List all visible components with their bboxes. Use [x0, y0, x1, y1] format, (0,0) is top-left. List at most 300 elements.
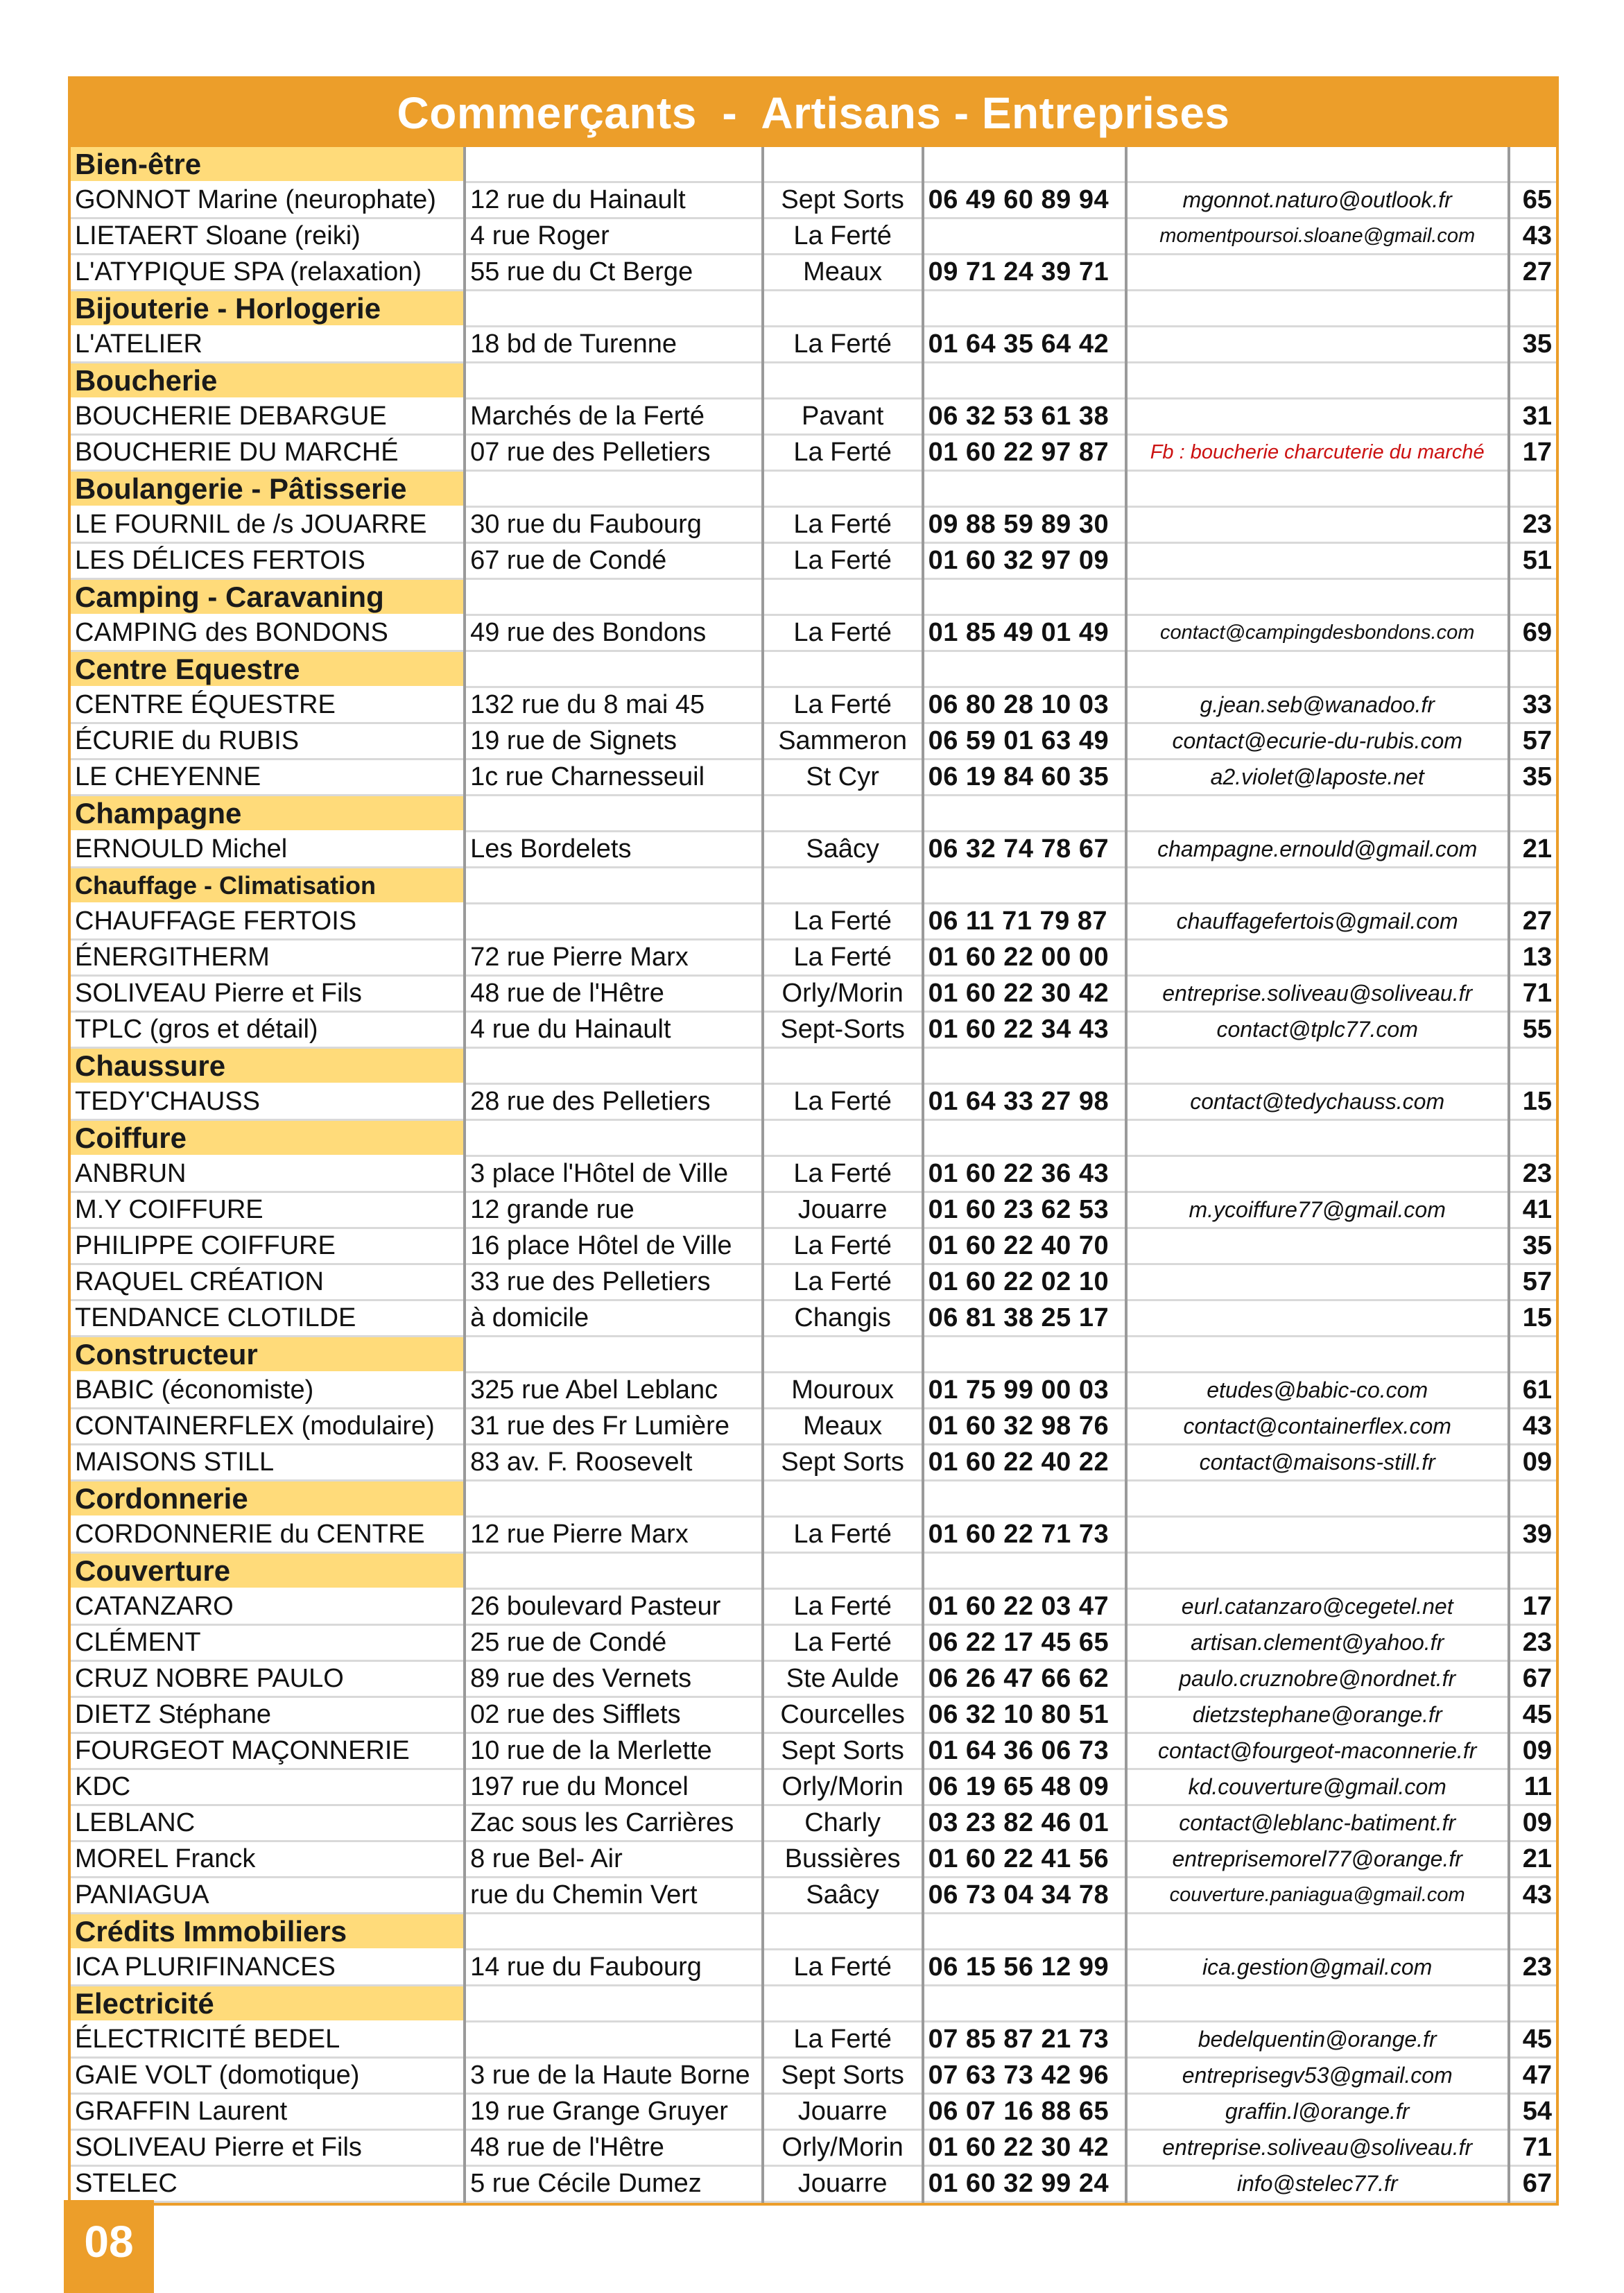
category-label: Cordonnerie: [71, 1481, 465, 1517]
empty-cell: [923, 1481, 1126, 1517]
email[interactable]: eurl.catanzaro@cegetel.net: [1126, 1589, 1509, 1625]
table-row: [71, 2058, 1556, 2094]
business-name: ÉCURIE du RUBIS: [71, 723, 465, 759]
empty-cell: [763, 579, 923, 615]
page-ref: 41: [1509, 1192, 1556, 1228]
address: 89 rue des Vernets: [465, 1661, 763, 1697]
city: Charly: [763, 1805, 923, 1841]
email[interactable]: chauffagefertois@gmail.com: [1126, 904, 1509, 940]
empty-cell: [465, 651, 763, 687]
phone: 01 64 35 64 42: [923, 327, 1126, 363]
empty-cell: [1509, 1553, 1556, 1589]
empty-cell: [465, 1337, 763, 1373]
business-name: TPLC (gros et détail): [71, 1012, 465, 1048]
empty-cell: [763, 1553, 923, 1589]
empty-cell: [1509, 1048, 1556, 1084]
city: La Ferté: [763, 435, 923, 471]
address: [465, 904, 763, 940]
business-name: MOREL Franck: [71, 1841, 465, 1878]
empty-cell: [1126, 651, 1509, 687]
table-row: [71, 1805, 1556, 1841]
business-name: SOLIVEAU Pierre et Fils: [71, 2130, 465, 2166]
business-name: RAQUEL CRÉATION: [71, 1264, 465, 1300]
empty-cell: [763, 291, 923, 327]
business-name: KDC: [71, 1769, 465, 1805]
empty-cell: [465, 1481, 763, 1517]
email: [1126, 507, 1509, 543]
table-row: [71, 435, 1556, 471]
table-row: [71, 1264, 1556, 1300]
table-row: [71, 1517, 1556, 1553]
table-row: [71, 687, 1556, 723]
page-ref: 71: [1509, 976, 1556, 1012]
email: [1126, 399, 1509, 435]
empty-cell: [923, 1914, 1126, 1950]
table-row: [71, 1589, 1556, 1625]
empty-cell: [1509, 363, 1556, 399]
email[interactable]: champagne.ernould@gmail.com: [1126, 832, 1509, 868]
address: rue du Chemin Vert: [465, 1878, 763, 1914]
page-ref: 67: [1509, 2166, 1556, 2202]
phone: 06 81 38 25 17: [923, 1300, 1126, 1337]
empty-cell: [1509, 471, 1556, 507]
page-ref: 09: [1509, 1733, 1556, 1769]
address: 18 bd de Turenne: [465, 327, 763, 363]
page-ref: 15: [1509, 1084, 1556, 1120]
city: Sept Sorts: [763, 2058, 923, 2094]
email[interactable]: contact@maisons-still.fr: [1126, 1445, 1509, 1481]
business-name: TEDY'CHAUSS: [71, 1084, 465, 1120]
table-row: [71, 1697, 1556, 1733]
empty-cell: [465, 1048, 763, 1084]
empty-cell: [1509, 1120, 1556, 1156]
page-ref: 15: [1509, 1300, 1556, 1337]
email: [1126, 1300, 1509, 1337]
city: La Ferté: [763, 543, 923, 579]
phone: 01 60 22 40 70: [923, 1228, 1126, 1264]
empty-cell: [923, 1986, 1126, 2022]
table-row: [71, 1156, 1556, 1192]
address: 12 grande rue: [465, 1192, 763, 1228]
email[interactable]: m.ycoiffure77@gmail.com: [1126, 1192, 1509, 1228]
phone: 06 32 53 61 38: [923, 399, 1126, 435]
email[interactable]: entreprise.soliveau@soliveau.fr: [1126, 2130, 1509, 2166]
address: 1c rue Charnesseuil: [465, 759, 763, 796]
business-name: MAISONS STILL: [71, 1445, 465, 1481]
email[interactable]: contact@tplc77.com: [1126, 1012, 1509, 1048]
table-row: [71, 1661, 1556, 1697]
phone: 01 60 22 40 22: [923, 1445, 1126, 1481]
page-ref: 21: [1509, 832, 1556, 868]
city: Mouroux: [763, 1373, 923, 1409]
phone: [923, 218, 1126, 255]
city: Meaux: [763, 1409, 923, 1445]
email[interactable]: kd.couverture@gmail.com: [1126, 1769, 1509, 1805]
category-label: Champagne: [71, 796, 465, 832]
city: Orly/Morin: [763, 976, 923, 1012]
directory-sheet: [68, 76, 1559, 2206]
table-row: [71, 2166, 1556, 2202]
business-name: M.Y COIFFURE: [71, 1192, 465, 1228]
business-name: CLÉMENT: [71, 1625, 465, 1661]
empty-cell: [1126, 291, 1509, 327]
city: La Ferté: [763, 218, 923, 255]
empty-cell: [923, 868, 1126, 904]
page-ref: 65: [1509, 182, 1556, 218]
table-row: [71, 2094, 1556, 2130]
page-ref: 43: [1509, 1409, 1556, 1445]
email[interactable]: couverture.paniagua@gmail.com: [1126, 1878, 1509, 1914]
category-row: [71, 1914, 1556, 1950]
page-ref: 39: [1509, 1517, 1556, 1553]
city: La Ferté: [763, 1950, 923, 1986]
email[interactable]: contact@containerflex.com: [1126, 1409, 1509, 1445]
business-name: ERNOULD Michel: [71, 832, 465, 868]
category-row: [71, 1337, 1556, 1373]
business-name: GRAFFIN Laurent: [71, 2094, 465, 2130]
address: 325 rue Abel Leblanc: [465, 1373, 763, 1409]
phone: 06 19 65 48 09: [923, 1769, 1126, 1805]
empty-cell: [465, 291, 763, 327]
empty-cell: [763, 1986, 923, 2022]
email: Fb : boucherie charcuterie du marché: [1126, 435, 1509, 471]
phone: 06 15 56 12 99: [923, 1950, 1126, 1986]
empty-cell: [923, 796, 1126, 832]
phone: 06 22 17 45 65: [923, 1625, 1126, 1661]
city: La Ferté: [763, 904, 923, 940]
address: Marchés de la Ferté: [465, 399, 763, 435]
address: 197 rue du Moncel: [465, 1769, 763, 1805]
address: 19 rue Grange Gruyer: [465, 2094, 763, 2130]
empty-cell: [1126, 1553, 1509, 1589]
phone: 01 60 32 97 09: [923, 543, 1126, 579]
address: 12 rue Pierre Marx: [465, 1517, 763, 1553]
table-row: [71, 255, 1556, 291]
table-row: [71, 507, 1556, 543]
empty-cell: [465, 796, 763, 832]
page-title: Commerçants - Artisans - Entreprises: [71, 79, 1556, 147]
email[interactable]: entreprisegv53@gmail.com: [1126, 2058, 1509, 2094]
empty-cell: [1509, 579, 1556, 615]
email[interactable]: contact@tedychauss.com: [1126, 1084, 1509, 1120]
address: Les Bordelets: [465, 832, 763, 868]
empty-cell: [763, 651, 923, 687]
table-row: [71, 904, 1556, 940]
empty-cell: [1126, 1481, 1509, 1517]
page-ref: 23: [1509, 1950, 1556, 1986]
empty-cell: [1509, 1481, 1556, 1517]
address: 25 rue de Condé: [465, 1625, 763, 1661]
page-ref: 69: [1509, 615, 1556, 651]
table-row: [71, 543, 1556, 579]
phone: 06 26 47 66 62: [923, 1661, 1126, 1697]
category-label: Chauffage - Climatisation: [71, 868, 465, 904]
category-label: Camping - Caravaning: [71, 579, 465, 615]
page-ref: 09: [1509, 1805, 1556, 1841]
category-row: [71, 868, 1556, 904]
email[interactable]: momentpoursoi.sloane@gmail.com: [1126, 218, 1509, 255]
email[interactable]: contact@ecurie-du-rubis.com: [1126, 723, 1509, 759]
category-label: Couverture: [71, 1553, 465, 1589]
empty-cell: [763, 1914, 923, 1950]
city: Sept Sorts: [763, 1445, 923, 1481]
phone: 01 60 22 00 00: [923, 940, 1126, 976]
empty-cell: [1126, 1914, 1509, 1950]
address: 26 boulevard Pasteur: [465, 1589, 763, 1625]
email[interactable]: entreprisemorel77@orange.fr: [1126, 1841, 1509, 1878]
phone: 01 60 22 41 56: [923, 1841, 1126, 1878]
address: 132 rue du 8 mai 45: [465, 687, 763, 723]
empty-cell: [1509, 796, 1556, 832]
page-ref: 21: [1509, 1841, 1556, 1878]
email[interactable]: mgonnot.naturo@outlook.fr: [1126, 182, 1509, 218]
empty-cell: [1509, 651, 1556, 687]
business-name: LES DÉLICES FERTOIS: [71, 543, 465, 579]
email: [1126, 1156, 1509, 1192]
category-label: Coiffure: [71, 1120, 465, 1156]
phone: 06 73 04 34 78: [923, 1878, 1126, 1914]
address: 12 rue du Hainault: [465, 182, 763, 218]
table-row: [71, 1373, 1556, 1409]
address: 4 rue du Hainault: [465, 1012, 763, 1048]
business-name: GONNOT Marine (neurophate): [71, 182, 465, 218]
address: 83 av. F. Roosevelt: [465, 1445, 763, 1481]
empty-cell: [465, 868, 763, 904]
category-row: [71, 1048, 1556, 1084]
email[interactable]: dietzstephane@orange.fr: [1126, 1697, 1509, 1733]
page-ref: 09: [1509, 1445, 1556, 1481]
city: Changis: [763, 1300, 923, 1337]
page-ref: 35: [1509, 327, 1556, 363]
phone: 09 88 59 89 30: [923, 507, 1126, 543]
address: 3 rue de la Haute Borne: [465, 2058, 763, 2094]
empty-cell: [763, 1048, 923, 1084]
phone: 01 60 22 30 42: [923, 2130, 1126, 2166]
address: 30 rue du Faubourg: [465, 507, 763, 543]
business-name: CATANZARO: [71, 1589, 465, 1625]
email[interactable]: entreprise.soliveau@soliveau.fr: [1126, 976, 1509, 1012]
empty-cell: [1509, 291, 1556, 327]
empty-cell: [465, 1120, 763, 1156]
city: La Ferté: [763, 1517, 923, 1553]
category-label: Electricité: [71, 1986, 465, 2022]
city: La Ferté: [763, 1625, 923, 1661]
table-row: [71, 399, 1556, 435]
city: La Ferté: [763, 1084, 923, 1120]
empty-cell: [923, 579, 1126, 615]
email[interactable]: a2.violet@laposte.net: [1126, 759, 1509, 796]
phone: 01 60 22 03 47: [923, 1589, 1126, 1625]
phone: 01 60 32 98 76: [923, 1409, 1126, 1445]
address: 49 rue des Bondons: [465, 615, 763, 651]
phone: 01 60 22 71 73: [923, 1517, 1126, 1553]
email[interactable]: contact@campingdesbondons.com: [1126, 615, 1509, 651]
page-ref: 57: [1509, 723, 1556, 759]
empty-cell: [923, 1120, 1126, 1156]
empty-cell: [923, 651, 1126, 687]
empty-cell: [1126, 796, 1509, 832]
business-name: CHAUFFAGE FERTOIS: [71, 904, 465, 940]
email: [1126, 1228, 1509, 1264]
table-row: [71, 940, 1556, 976]
page-ref: 35: [1509, 759, 1556, 796]
category-label: Chaussure: [71, 1048, 465, 1084]
page-ref: 35: [1509, 1228, 1556, 1264]
email[interactable]: bedelquentin@orange.fr: [1126, 2022, 1509, 2058]
category-label: Crédits Immobiliers: [71, 1914, 465, 1950]
business-name: ÉNERGITHERM: [71, 940, 465, 976]
address: 07 rue des Pelletiers: [465, 435, 763, 471]
empty-cell: [1126, 868, 1509, 904]
email[interactable]: paulo.cruznobre@nordnet.fr: [1126, 1661, 1509, 1697]
page-ref: 61: [1509, 1373, 1556, 1409]
address: 10 rue de la Merlette: [465, 1733, 763, 1769]
category-label: Bien-être: [71, 147, 465, 182]
table-row: [71, 615, 1556, 651]
address: 8 rue Bel- Air: [465, 1841, 763, 1878]
city: Sept-Sorts: [763, 1012, 923, 1048]
phone: 06 80 28 10 03: [923, 687, 1126, 723]
category-row: [71, 363, 1556, 399]
directory-table: [71, 147, 1556, 2203]
empty-cell: [1126, 363, 1509, 399]
table-row: [71, 1012, 1556, 1048]
email[interactable]: graffin.l@orange.fr: [1126, 2094, 1509, 2130]
table-row: [71, 723, 1556, 759]
empty-cell: [1509, 147, 1556, 182]
directory-body: [71, 147, 1556, 2202]
empty-cell: [923, 471, 1126, 507]
category-label: Boucherie: [71, 363, 465, 399]
address: 14 rue du Faubourg: [465, 1950, 763, 1986]
business-name: ICA PLURIFINANCES: [71, 1950, 465, 1986]
email[interactable]: g.jean.seb@wanadoo.fr: [1126, 687, 1509, 723]
empty-cell: [923, 363, 1126, 399]
empty-cell: [1509, 868, 1556, 904]
category-row: [71, 1481, 1556, 1517]
business-name: BOUCHERIE DEBARGUE: [71, 399, 465, 435]
email[interactable]: artisan.clement@yahoo.fr: [1126, 1625, 1509, 1661]
address: 02 rue des Sifflets: [465, 1697, 763, 1733]
city: Jouarre: [763, 1192, 923, 1228]
table-row: [71, 1769, 1556, 1805]
empty-cell: [465, 147, 763, 182]
empty-cell: [923, 1337, 1126, 1373]
empty-cell: [1509, 1914, 1556, 1950]
phone: 06 19 84 60 35: [923, 759, 1126, 796]
category-row: [71, 147, 1556, 182]
table-row: [71, 1841, 1556, 1878]
empty-cell: [465, 579, 763, 615]
empty-cell: [763, 147, 923, 182]
empty-cell: [763, 1337, 923, 1373]
email: [1126, 940, 1509, 976]
category-row: [71, 291, 1556, 327]
email[interactable]: ica.gestion@gmail.com: [1126, 1950, 1509, 1986]
business-name: LE FOURNIL de /s JOUARRE: [71, 507, 465, 543]
phone: 06 32 74 78 67: [923, 832, 1126, 868]
page-ref: 47: [1509, 2058, 1556, 2094]
table-row: [71, 2022, 1556, 2058]
city: Orly/Morin: [763, 2130, 923, 2166]
page-ref: 27: [1509, 904, 1556, 940]
page-ref: 33: [1509, 687, 1556, 723]
city: La Ferté: [763, 1264, 923, 1300]
page-ref: 43: [1509, 218, 1556, 255]
city: La Ferté: [763, 327, 923, 363]
email[interactable]: info@stelec77.fr: [1126, 2166, 1509, 2202]
empty-cell: [1509, 1986, 1556, 2022]
business-name: CRUZ NOBRE PAULO: [71, 1661, 465, 1697]
table-row: [71, 1625, 1556, 1661]
empty-cell: [465, 1986, 763, 2022]
category-label: Boulangerie - Pâtisserie: [71, 471, 465, 507]
phone: 01 60 22 97 87: [923, 435, 1126, 471]
city: Saâcy: [763, 832, 923, 868]
city: Ste Aulde: [763, 1661, 923, 1697]
business-name: L'ATYPIQUE SPA (relaxation): [71, 255, 465, 291]
email: [1126, 255, 1509, 291]
address: 72 rue Pierre Marx: [465, 940, 763, 976]
phone: 07 63 73 42 96: [923, 2058, 1126, 2094]
address: 4 rue Roger: [465, 218, 763, 255]
page-ref: 71: [1509, 2130, 1556, 2166]
city: Meaux: [763, 255, 923, 291]
phone: 07 85 87 21 73: [923, 2022, 1126, 2058]
empty-cell: [763, 1120, 923, 1156]
category-row: [71, 471, 1556, 507]
phone: 01 60 23 62 53: [923, 1192, 1126, 1228]
phone: 01 60 22 34 43: [923, 1012, 1126, 1048]
category-label: Centre Equestre: [71, 651, 465, 687]
business-name: ÉLECTRICITÉ BEDEL: [71, 2022, 465, 2058]
table-row: [71, 1445, 1556, 1481]
email[interactable]: etudes@babic-co.com: [1126, 1373, 1509, 1409]
business-name: LEBLANC: [71, 1805, 465, 1841]
email[interactable]: contact@leblanc-batiment.fr: [1126, 1805, 1509, 1841]
email: [1126, 1264, 1509, 1300]
address: 67 rue de Condé: [465, 543, 763, 579]
empty-cell: [923, 1553, 1126, 1589]
page-ref: 43: [1509, 1878, 1556, 1914]
email[interactable]: contact@fourgeot-maconnerie.fr: [1126, 1733, 1509, 1769]
business-name: CORDONNERIE du CENTRE: [71, 1517, 465, 1553]
business-name: ANBRUN: [71, 1156, 465, 1192]
address: [465, 2022, 763, 2058]
city: Orly/Morin: [763, 1769, 923, 1805]
address: 3 place l'Hôtel de Ville: [465, 1156, 763, 1192]
phone: 01 60 22 02 10: [923, 1264, 1126, 1300]
page-ref: 17: [1509, 435, 1556, 471]
phone: 01 64 33 27 98: [923, 1084, 1126, 1120]
table-row: [71, 1409, 1556, 1445]
city: La Ferté: [763, 940, 923, 976]
address: à domicile: [465, 1300, 763, 1337]
city: La Ferté: [763, 1589, 923, 1625]
business-name: STELEC: [71, 2166, 465, 2202]
page-ref: 23: [1509, 507, 1556, 543]
phone: 01 60 22 30 42: [923, 976, 1126, 1012]
table-row: [71, 218, 1556, 255]
phone: 06 49 60 89 94: [923, 182, 1126, 218]
city: Sept Sorts: [763, 182, 923, 218]
empty-cell: [763, 796, 923, 832]
category-label: Constructeur: [71, 1337, 465, 1373]
page-ref: 67: [1509, 1661, 1556, 1697]
business-name: CONTAINERFLEX (modulaire): [71, 1409, 465, 1445]
phone: 01 60 22 36 43: [923, 1156, 1126, 1192]
business-name: PHILIPPE COIFFURE: [71, 1228, 465, 1264]
